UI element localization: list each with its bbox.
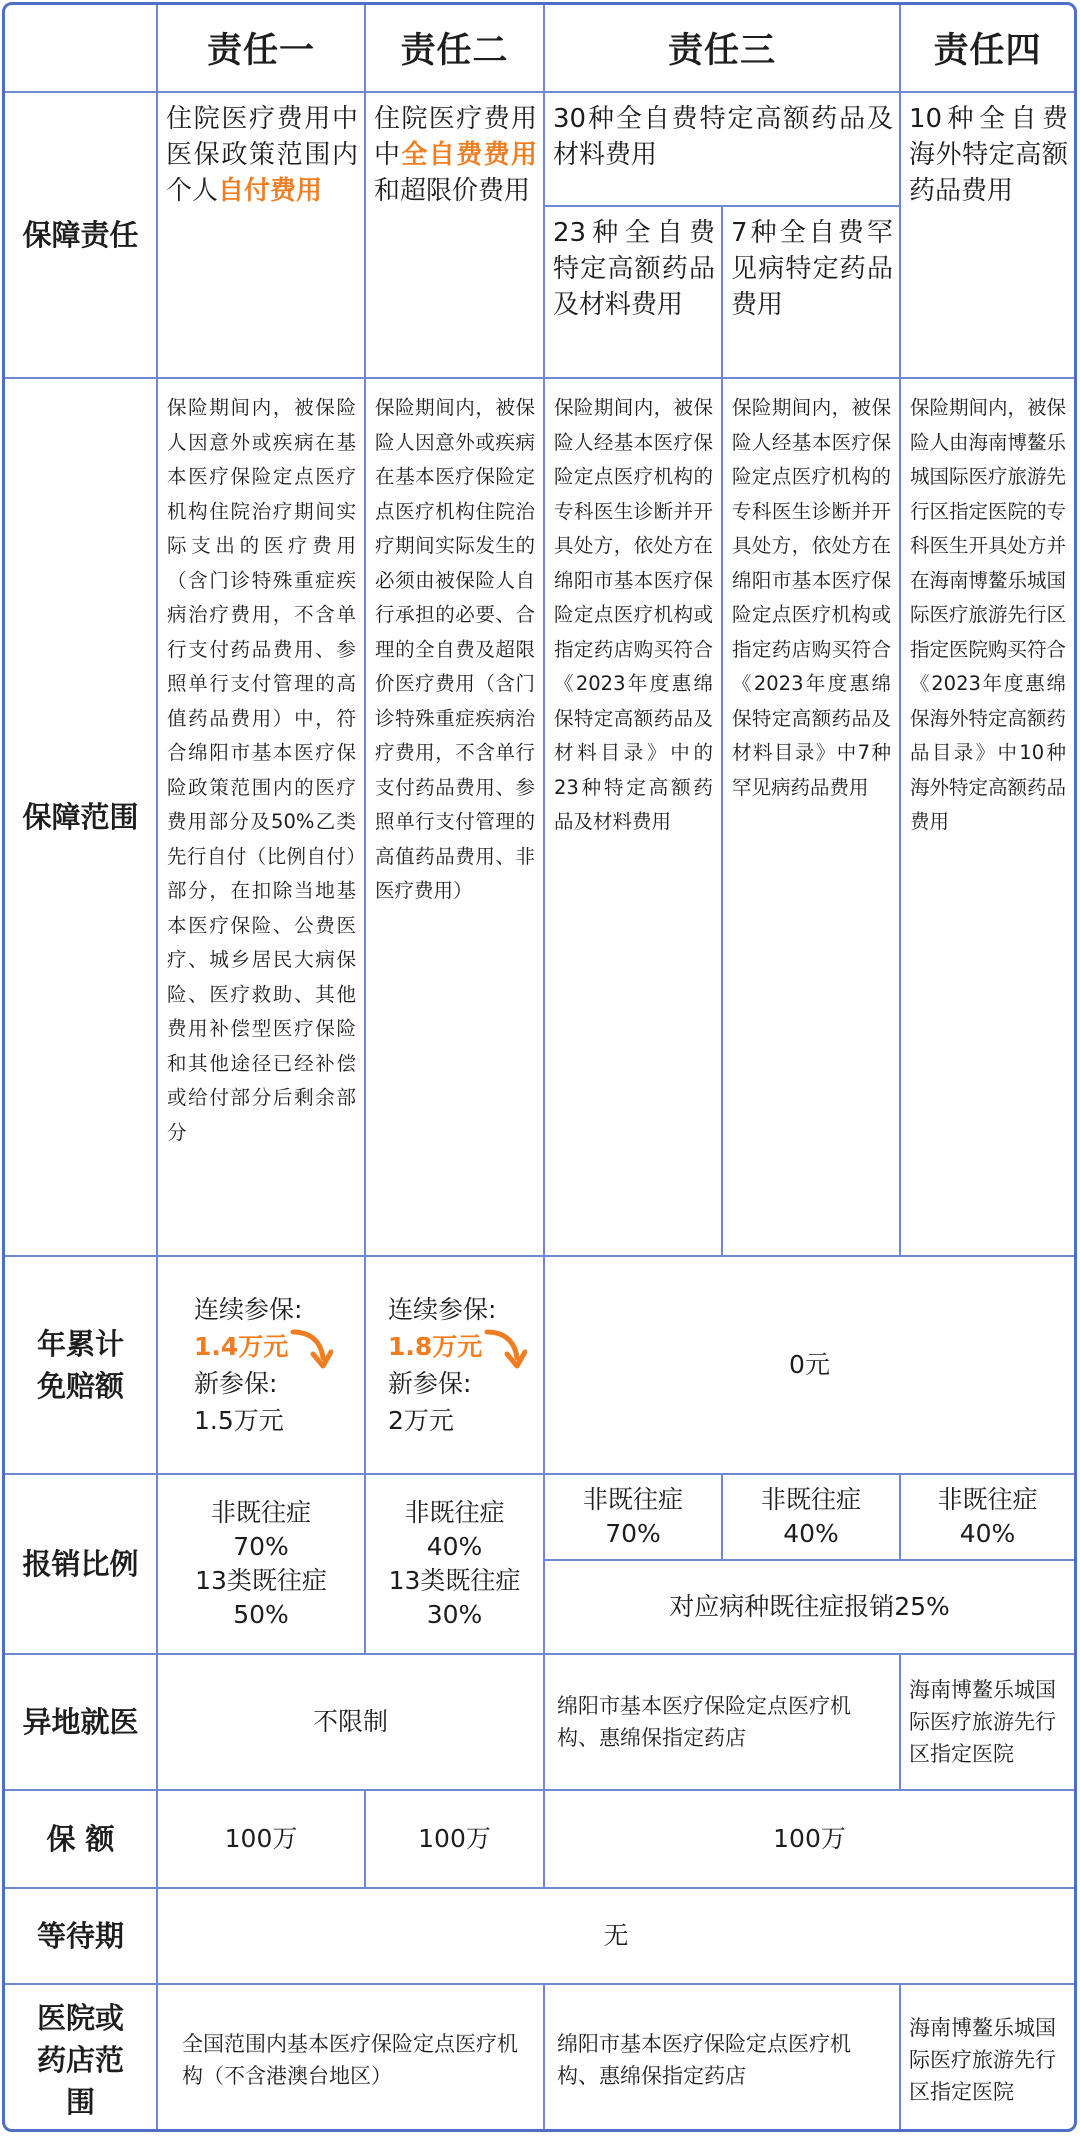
deductible-col1-amount: 1.4万元 bbox=[194, 1332, 289, 1361]
ratio-col1 bbox=[158, 1475, 366, 1655]
deductible-col2-line4: 2万元 bbox=[388, 1406, 454, 1435]
scope-col3a: 保险期间内，被保险人经基本医疗保险定点医疗机构的专科医生诊断并开具处方，依处方在绵阳市基本医疗保险定点医疗机构或指定药店购买符合《2023年度惠绵保特定高额药品及材料目录》中的23种特定高额药品及材料费用 bbox=[545, 379, 723, 1257]
label-coverage: 保 额 bbox=[5, 1791, 158, 1889]
ratio-col2 bbox=[366, 1475, 545, 1655]
ratio-col3a bbox=[545, 1475, 723, 1561]
responsibility-col1 bbox=[158, 93, 366, 379]
scope-col4: 保险期间内，被保险人由海南博鳌乐城国际医疗旅游先行区指定医院的专科医生开具处方并在海南博鳌乐城国际医疗旅游先行区指定医院购买符合《2023年度惠绵保海外特定高额药品目录》中10种海外特定高额药品费用 bbox=[901, 379, 1074, 1257]
scope-col2: 保险期间内，被保险人因意外或疾病在基本医疗保险定点医疗机构住院治疗期间实际发生的必须由被保险人自行承担的必要、合理的全自费及超限价医疗费用（含门诊特殊重症疾病治疗费用，不含单行支付药品费用、参照单行支付管理的高值药品费用、非医疗费用） bbox=[366, 379, 545, 1257]
coverage-col2: 100万 bbox=[366, 1791, 545, 1889]
coverage-col1: 100万 bbox=[158, 1791, 366, 1889]
scope-col1: 保险期间内，被保险人因意外或疾病在基本医疗保险定点医疗机构住院治疗期间实际支出的医疗费用（含门诊特殊重症疾病治疗费用，不含单行支付药品费用、参照单行支付管理的高值药品费用）中，符合绵阳市基本医疗保险政策范围内的医疗费用部分及50%乙类先行自付（比例自付）部分，在扣除当地基本医疗保险、公费医疗、城乡居民大病保险、医疗救助、其他费用补偿型医疗保险和其他途径已经补偿或给付部分后剩余部分 bbox=[158, 379, 366, 1257]
hospital-col12: 全国范围内基本医疗保险定点医疗机构（不含港澳台地区） bbox=[158, 1985, 545, 2132]
deductible-col2-amount: 1.8万元 bbox=[388, 1332, 483, 1361]
label-ratio: 报销比例 bbox=[5, 1475, 158, 1655]
insurance-comparison-table bbox=[2, 2, 1077, 2132]
ratio-col2-line2: 40% bbox=[426, 1532, 483, 1561]
curved-arrow-icon bbox=[289, 1326, 333, 1372]
ratio-col3b bbox=[723, 1475, 901, 1561]
ratio-col1-line1: 非既往症 bbox=[210, 1498, 311, 1527]
ratio-col2-line1: 非既往症 bbox=[404, 1498, 505, 1527]
deductible-col1-line1: 连续参保: bbox=[194, 1295, 303, 1324]
label-hospital: 医院或药店范围 bbox=[5, 1985, 158, 2132]
hospital-col4: 海南博鳌乐城国际医疗旅游先行区指定医院 bbox=[909, 2016, 1056, 2104]
deductible-col2-amount-wrap bbox=[388, 1328, 482, 1365]
deductible-col1-amount-wrap bbox=[194, 1328, 288, 1365]
label-scope: 保障范围 bbox=[5, 379, 158, 1257]
hospital-col3: 绵阳市基本医疗保险定点医疗机构、惠绵保指定药店 bbox=[545, 1985, 901, 2132]
header-col3: 责任三 bbox=[545, 5, 901, 93]
ratio-col3b-line2: 40% bbox=[783, 1519, 839, 1548]
deductible-col2-line1: 连续参保: bbox=[388, 1295, 497, 1324]
ratio-col3b-line1: 非既往症 bbox=[760, 1485, 861, 1514]
deductible-col1 bbox=[158, 1257, 366, 1475]
responsibility-col2-text: 住院医疗费用中 bbox=[374, 104, 537, 170]
responsibility-col3a: 23种全自费特定高额药品及材料费用 bbox=[545, 207, 723, 379]
label-offsite: 异地就医 bbox=[5, 1655, 158, 1791]
ratio-col3a-line1: 非既往症 bbox=[582, 1485, 683, 1514]
responsibility-col2-highlight: 全自费费用 bbox=[401, 140, 537, 170]
deductible-col2 bbox=[366, 1257, 545, 1475]
header-col4: 责任四 bbox=[901, 5, 1074, 93]
header-col2: 责任二 bbox=[366, 5, 545, 93]
header-col1: 责任一 bbox=[158, 5, 366, 93]
curved-arrow-icon bbox=[483, 1326, 527, 1372]
ratio-col2-line3: 13类既往症 bbox=[388, 1566, 521, 1595]
responsibility-col3: 30种全自费特定高额药品及材料费用 bbox=[545, 93, 901, 207]
label-responsibility: 保障责任 bbox=[5, 93, 158, 379]
deductible-col2-line3: 新参保: bbox=[388, 1369, 472, 1398]
responsibility-col4: 10种全自费海外特定高额药品费用 bbox=[901, 93, 1074, 379]
ratio-col1-line3: 13类既往症 bbox=[195, 1566, 327, 1595]
offsite-col3: 绵阳市基本医疗保险定点医疗机构、惠绵保指定药店 bbox=[545, 1655, 901, 1791]
responsibility-col2 bbox=[366, 93, 545, 379]
scope-col3b: 保险期间内，被保险人经基本医疗保险定点医疗机构的专科医生诊断并开具处方，依处方在绵阳市基本医疗保险定点医疗机构或指定药店购买符合《2023年度惠绵保特定高额药品及材料目录》中7种罕见病药品费用 bbox=[723, 379, 901, 1257]
ratio-col4 bbox=[901, 1475, 1074, 1561]
ratio-col4-line2: 40% bbox=[959, 1519, 1016, 1548]
responsibility-col1-text: 住院医疗费用中医保政策范围内个人 bbox=[166, 104, 358, 206]
responsibility-col2-text-end: 和超限价费用 bbox=[374, 176, 531, 206]
ratio-col1-line2: 70% bbox=[233, 1532, 289, 1561]
offsite-col12: 不限制 bbox=[158, 1655, 545, 1791]
label-waiting: 等待期 bbox=[5, 1889, 158, 1985]
waiting-all: 无 bbox=[158, 1889, 1074, 1985]
offsite-col4: 海南博鳌乐城国际医疗旅游先行区指定医院 bbox=[901, 1655, 1074, 1791]
ratio-col4-line1: 非既往症 bbox=[937, 1485, 1038, 1514]
ratio-col3a-line2: 70% bbox=[605, 1519, 661, 1548]
deductible-col34: 0元 bbox=[545, 1257, 1074, 1475]
responsibility-col1-highlight: 自付费用 bbox=[218, 176, 323, 206]
deductible-col1-line4: 1.5万元 bbox=[194, 1406, 284, 1435]
label-deductible: 年累计免赔额 bbox=[5, 1257, 158, 1475]
deductible-col1-line3: 新参保: bbox=[194, 1369, 278, 1398]
corner-cell bbox=[5, 5, 158, 93]
ratio-col1-line4: 50% bbox=[233, 1600, 289, 1629]
responsibility-col3b: 7种全自费罕见病特定药品费用 bbox=[723, 207, 901, 379]
ratio-col34-preexisting: 对应病种既往症报销25% bbox=[545, 1561, 1074, 1655]
ratio-col2-line4: 30% bbox=[426, 1600, 483, 1629]
coverage-col34: 100万 bbox=[545, 1791, 1074, 1889]
